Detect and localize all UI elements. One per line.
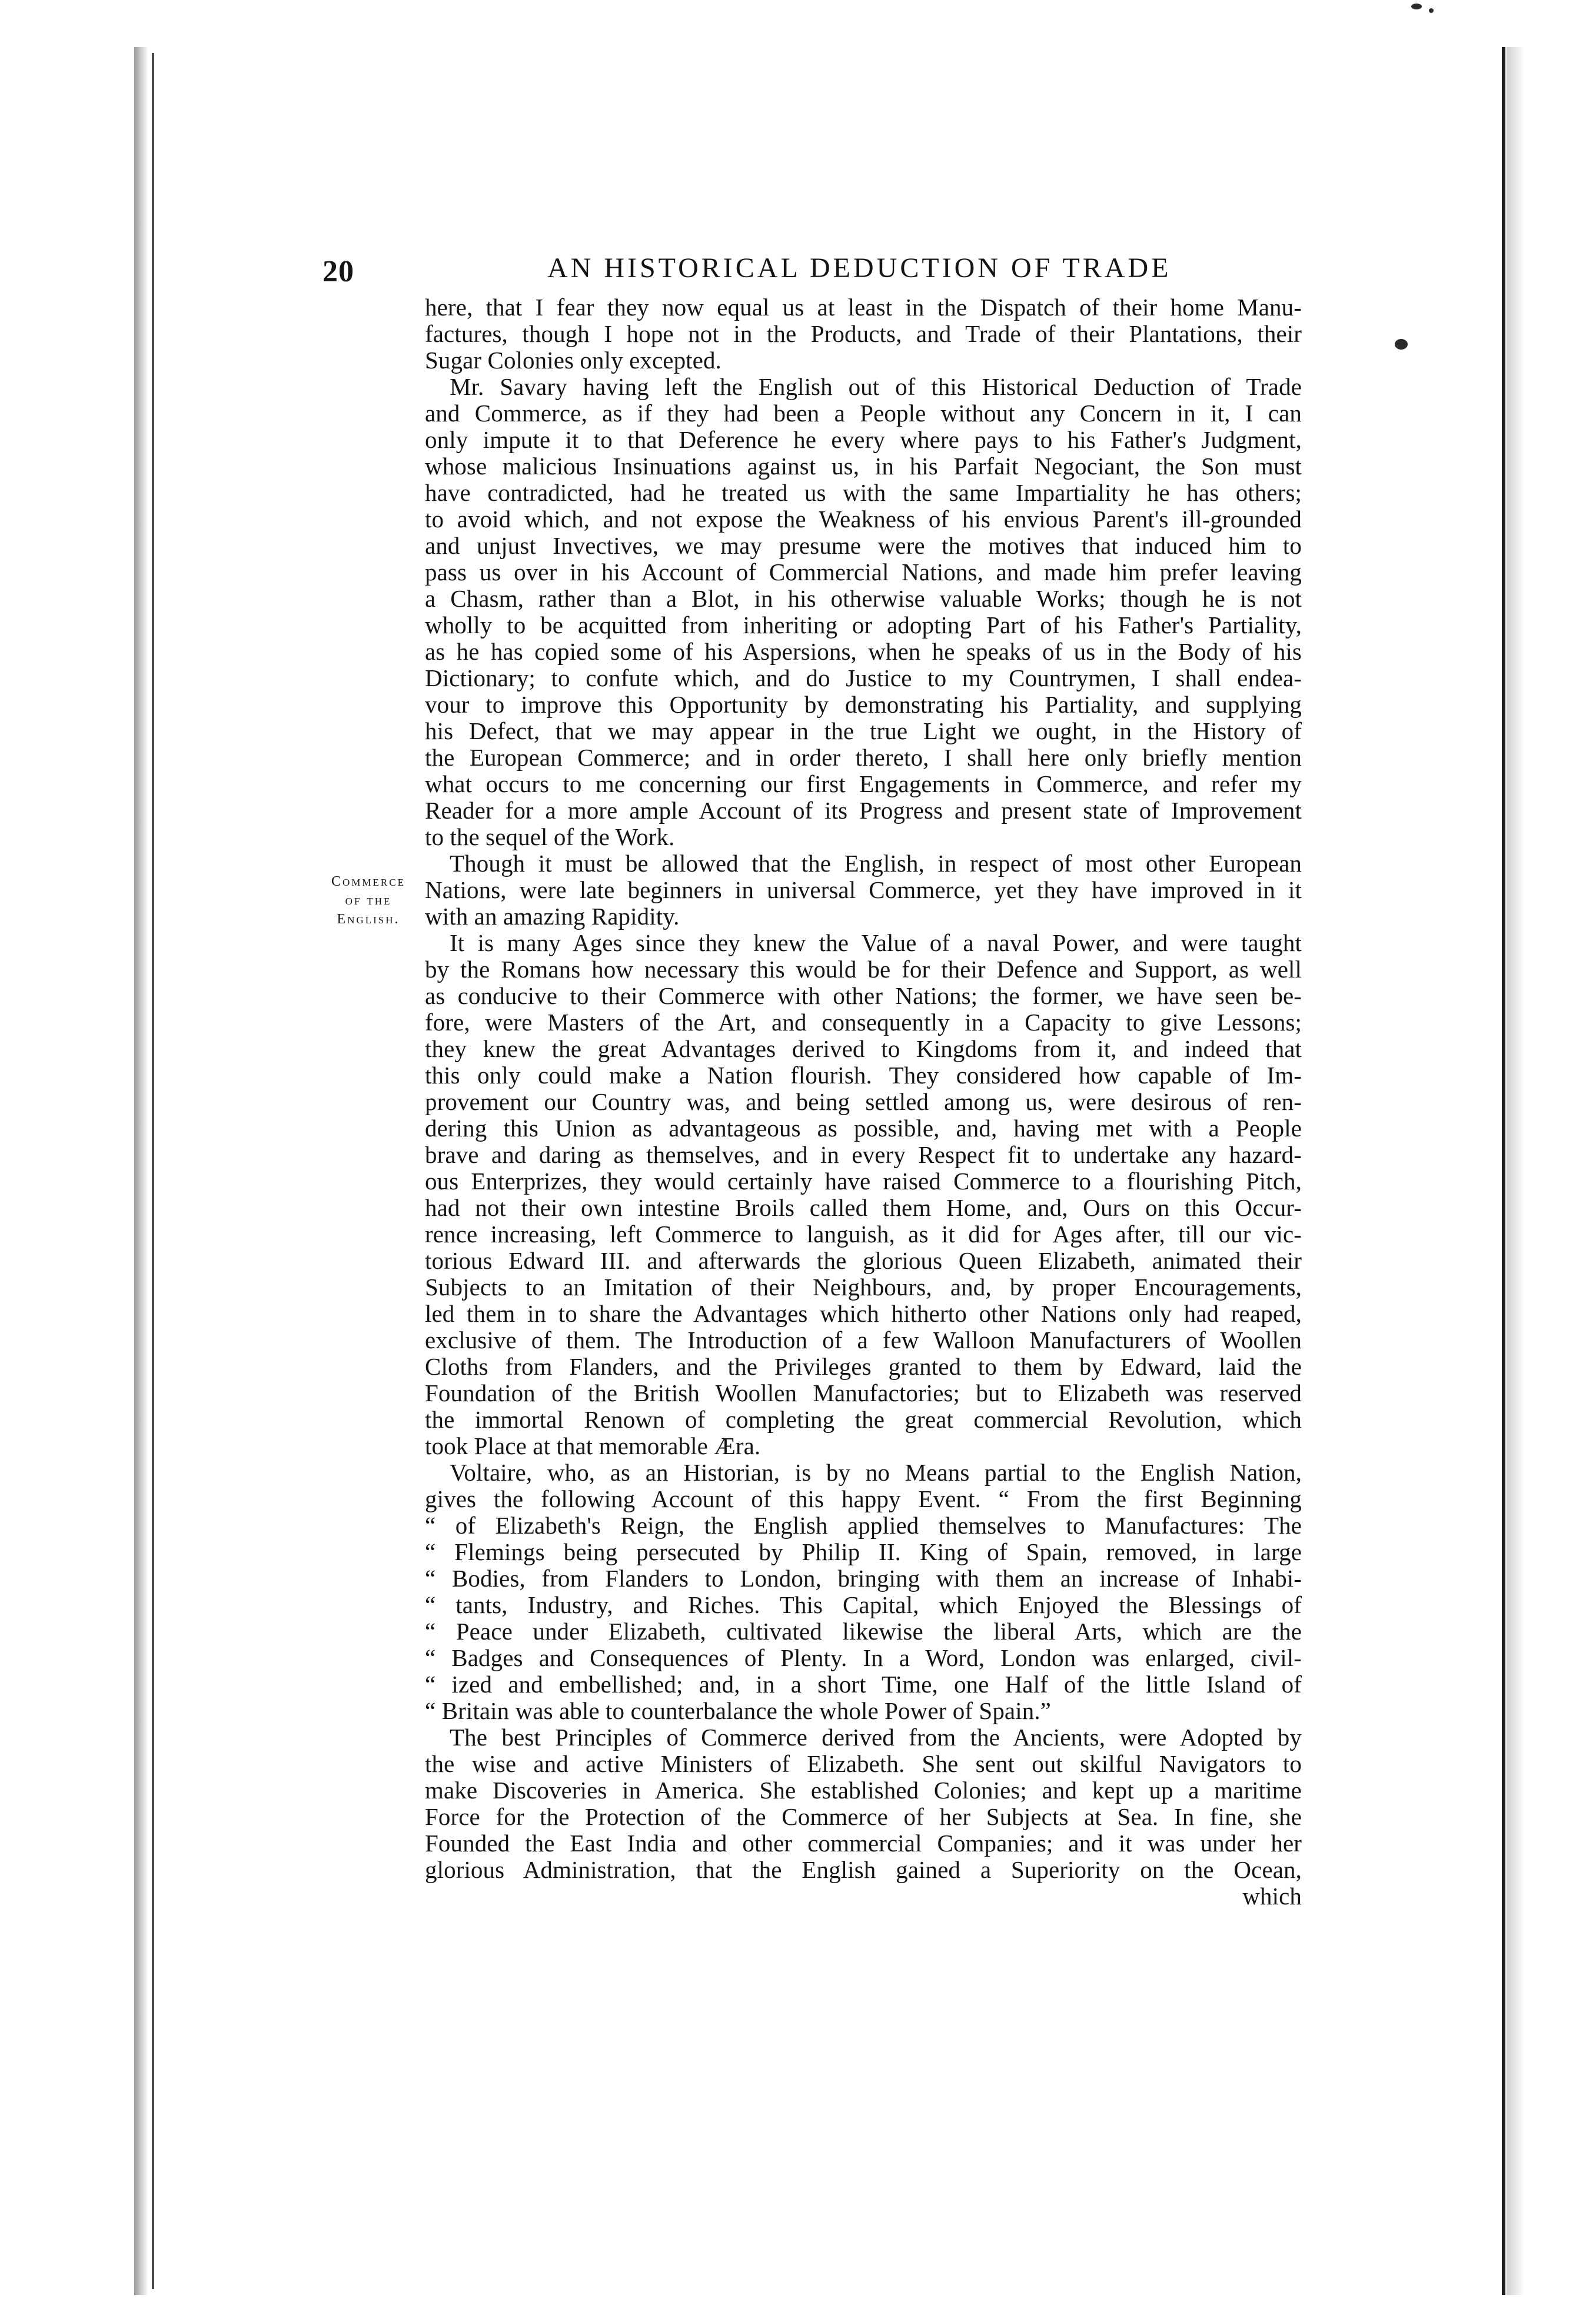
text-line: “ Bodies, from Flanders to London, bringing with them an increase of Inhabi-: [425, 1565, 1302, 1592]
text-line: with an amazing Rapidity.: [425, 903, 680, 930]
text-line: have contradicted, had he treated us with the same Impartiality he has others;: [425, 479, 1302, 506]
text-line: as conducive to their Commerce with other Nations; the former, we have seen be-: [425, 982, 1302, 1009]
text-line: ous Enterprizes, they would certainly have raised Commerce to a flourishing Pitch,: [425, 1168, 1302, 1195]
text-line: whose malicious Insinuations against us, in his Parfait Negociant, the Son must: [425, 453, 1302, 480]
text-line: wholly to be acquitted from inheriting or adopting Part of his Father's Partiality,: [425, 611, 1302, 639]
text-line: gives the following Account of this happy Event. “ From the first Beginning: [425, 1485, 1302, 1512]
binding-shadow: [134, 47, 148, 2295]
marginal-note-line: of the: [345, 893, 392, 908]
text-line: had not their own intestine Broils called them Home, and, Ours on this Occur-: [425, 1194, 1302, 1221]
text-line: to the sequel of the Work.: [425, 823, 675, 850]
text-line: “ Badges and Consequences of Plenty. In a Word, London was enlarged, civil-: [425, 1644, 1302, 1671]
text-line: provement our Country was, and being settled among us, were desirous of ren-: [425, 1088, 1302, 1115]
text-line: Founded the East India and other commercial Companies; and it was under her: [425, 1830, 1302, 1857]
text-line: a Chasm, rather than a Blot, in his otherwise valuable Works; though he is not: [425, 585, 1302, 612]
text-line: Voltaire, who, as an Historian, is by no Means partial to the English Nation,: [450, 1459, 1302, 1486]
text-line: his Defect, that we may appear in the true Light we ought, in the History of: [425, 717, 1302, 744]
text-line: “ of Elizabeth's Reign, the English applied themselves to Manufactures: The: [425, 1512, 1302, 1539]
text-line: Reader for a more ample Account of its Progress and present state of Improvement: [425, 797, 1302, 824]
text-line: “ Flemings being persecuted by Philip II. King of Spain, removed, in large: [425, 1538, 1302, 1565]
right-edge-shadow: [1507, 47, 1524, 2295]
ink-speck: [1429, 8, 1434, 13]
text-line: fore, were Masters of the Art, and consequently in a Capacity to give Lessons;: [425, 1009, 1302, 1036]
marginal-note-line: English.: [337, 912, 400, 927]
text-line: as he has copied some of his Aspersions, when he speaks of us in the Body of his: [425, 638, 1302, 665]
text-line: the European Commerce; and in order thereto, I shall here only briefly mention: [425, 744, 1302, 771]
text-line: Force for the Protection of the Commerce of her Subjects at Sea. In fine, she: [425, 1803, 1302, 1830]
body-text: [425, 294, 1302, 1910]
text-line: “ Peace under Elizabeth, cultivated likewise the liberal Arts, which are the: [425, 1618, 1302, 1645]
text-line: Nations, were late beginners in universal Commerce, yet they have improved in it: [425, 876, 1302, 903]
text-line: to avoid which, and not expose the Weakness of his envious Parent's ill-grounded: [425, 506, 1302, 533]
text-line: glorious Administration, that the English gained a Superiority on the Ocean,: [425, 1856, 1302, 1883]
text-line: The best Principles of Commerce derived from the Ancients, were Adopted by: [450, 1724, 1302, 1751]
running-head: AN HISTORICAL DEDUCTION OF TRADE: [547, 252, 1172, 284]
text-line: Cloths from Flanders, and the Privileges granted to them by Edward, laid the: [425, 1353, 1302, 1380]
text-line: “ ized and embellished; and, in a short Time, one Half of the little Island of: [425, 1671, 1302, 1698]
text-line: only impute it to that Deference he every where pays to his Father's Judgment,: [425, 426, 1302, 453]
right-page-edge: [1502, 47, 1505, 2295]
text-line: Mr. Savary having left the English out of this Historical Deduction of Trade: [450, 373, 1302, 400]
catchword: which: [1242, 1883, 1302, 1910]
text-line: what occurs to me concerning our first Engagements in Commerce, and refer my: [425, 770, 1302, 797]
text-line: Subjects to an Imitation of their Neighbours, and, by proper Encouragements,: [425, 1273, 1302, 1301]
text-line: and unjust Invectives, we may presume were the motives that induced him to: [425, 532, 1302, 559]
text-line: they knew the great Advantages derived to Kingdoms from it, and indeed that: [425, 1035, 1302, 1062]
text-line: torious Edward III. and afterwards the glorious Queen Elizabeth, animated their: [425, 1247, 1302, 1274]
text-line: here, that I fear they now equal us at least in the Dispatch of their home Manu-: [425, 294, 1302, 321]
page-number: 20: [322, 255, 354, 288]
text-line: rence increasing, left Commerce to languish, as it did for Ages after, till our vic-: [425, 1221, 1302, 1248]
text-line: vour to improve this Opportunity by demonstrating his Partiality, and supplying: [425, 691, 1302, 718]
text-line: Though it must be allowed that the English, in respect of most other European: [450, 850, 1302, 877]
text-line: Sugar Colonies only excepted.: [425, 347, 721, 374]
text-line: and Commerce, as if they had been a People without any Concern in it, I can: [425, 400, 1302, 427]
text-line: “ tants, Industry, and Riches. This Capital, which Enjoyed the Blessings of: [425, 1591, 1302, 1618]
text-line: dering this Union as advantageous as possible, and, having met with a People: [425, 1115, 1302, 1142]
text-line: led them in to share the Advantages which hitherto other Nations only had reaped,: [425, 1300, 1302, 1327]
text-line: by the Romans how necessary this would be for their Defence and Support, as well: [425, 956, 1302, 983]
text-line: this only could make a Nation flourish. They considered how capable of Im-: [425, 1062, 1302, 1089]
text-line: Foundation of the British Woollen Manufactories; but to Elizabeth was reserved: [425, 1379, 1302, 1406]
text-line: brave and daring as themselves, and in every Respect fit to undertake any hazard-: [425, 1141, 1302, 1168]
text-line: the wise and active Ministers of Elizabeth. She sent out skilful Navigators to: [425, 1750, 1302, 1777]
text-line: took Place at that memorable Æra.: [425, 1432, 761, 1459]
text-line: It is many Ages since they knew the Value of a naval Power, and were taught: [450, 929, 1302, 956]
ink-speck: [1411, 4, 1422, 9]
text-line: make Discoveries in America. She established Colonies; and kept up a maritime: [425, 1777, 1302, 1804]
text-line: factures, though I hope not in the Products, and Trade of their Plantations, their: [425, 320, 1302, 347]
text-line: the immortal Renown of completing the great commercial Revolution, which: [425, 1406, 1302, 1433]
marginal-note: [322, 872, 414, 929]
text-line: exclusive of them. The Introduction of a few Walloon Manufacturers of Woollen: [425, 1326, 1302, 1354]
ink-speck: [1395, 339, 1408, 350]
text-line: Dictionary; to confute which, and do Justice to my Countrymen, I shall endea-: [425, 664, 1302, 691]
text-line: “ Britain was able to counterbalance the whole Power of Spain.”: [425, 1697, 1051, 1724]
left-page-edge: [152, 53, 154, 2289]
marginal-note-line: Commerce: [331, 874, 405, 889]
text-line: pass us over in his Account of Commercial Nations, and made him prefer leaving: [425, 558, 1302, 586]
